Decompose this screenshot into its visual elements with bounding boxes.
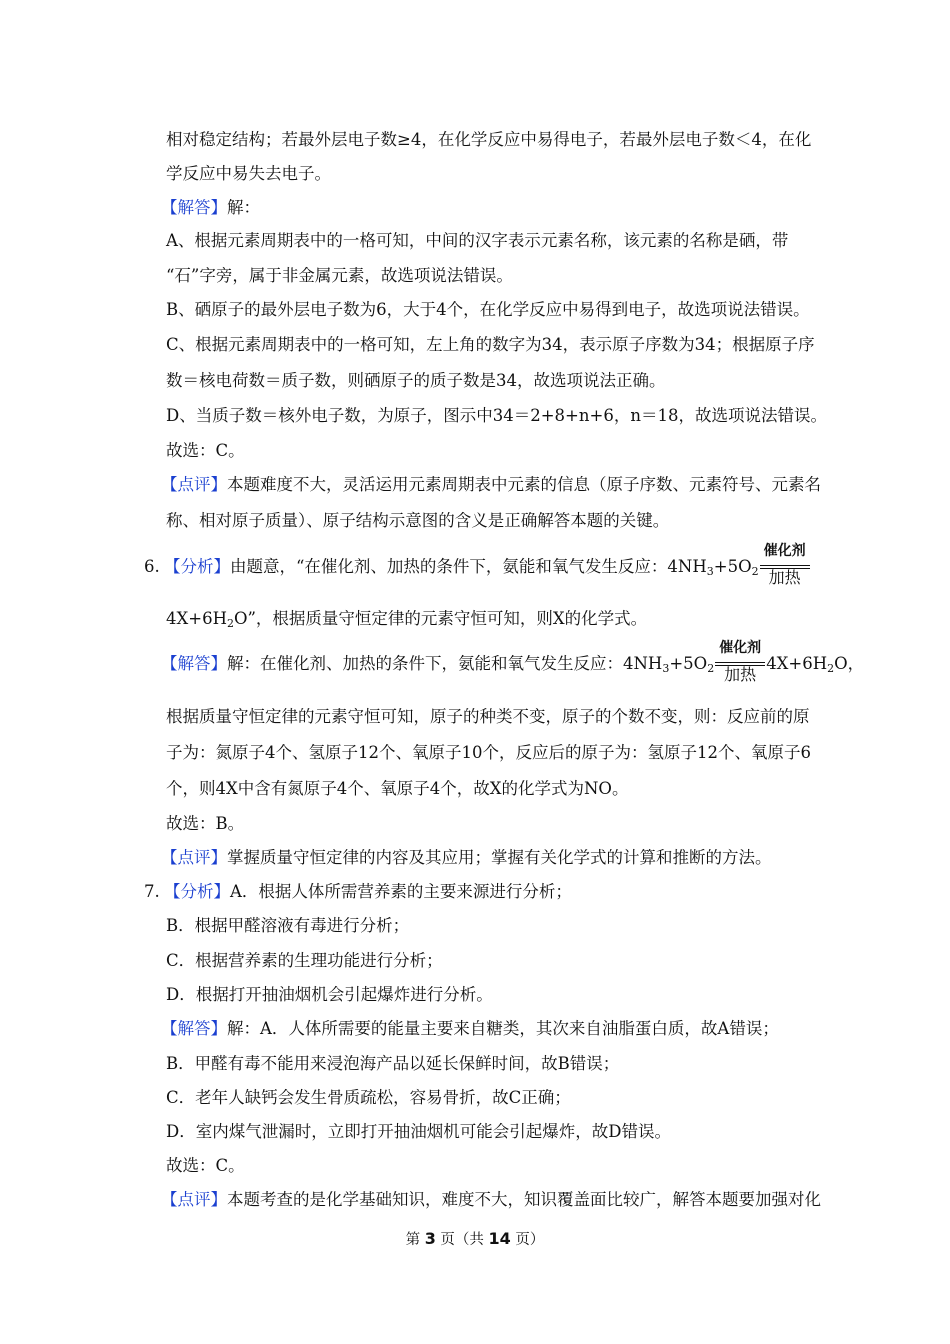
text-span: 解： bbox=[227, 198, 260, 217]
text-line bbox=[166, 608, 647, 630]
text-line: “石”字旁，属于非金属元素，故选项说法错误。 bbox=[166, 266, 513, 285]
footer-suffix: 页） bbox=[510, 1232, 545, 1248]
review-tag: 【点评】 bbox=[161, 848, 227, 867]
text-line: D．根据打开抽油烟机会引起爆炸进行分析。 bbox=[166, 985, 493, 1004]
analysis-tag: 【分析】 bbox=[164, 882, 230, 901]
text-span: 4X+6H bbox=[166, 609, 227, 628]
text-span: A．根据人体所需营养素的主要来源进行分析； bbox=[230, 882, 572, 901]
answer-tag: 【解答】 bbox=[161, 198, 227, 217]
answer-tag: 【解答】 bbox=[161, 654, 227, 673]
review-tag: 【点评】 bbox=[161, 475, 227, 494]
text-line: C．老年人缺钙会发生骨质疏松，容易骨折，故C正确； bbox=[166, 1088, 571, 1107]
heating-label: 加热 bbox=[724, 664, 757, 684]
text-span: 由题意，“在催化剂、加热的条件下，氨能和氧气发生反应：4NH bbox=[230, 557, 707, 576]
text-line: B．根据甲醛溶液有毒进行分析； bbox=[166, 916, 410, 935]
subscript: 3 bbox=[706, 565, 714, 578]
heating-label: 加热 bbox=[768, 567, 801, 587]
text-span: +5O bbox=[669, 654, 708, 673]
text-line: 个，则4X中含有氮原子4个、氧原子4个，故X的化学式为NO。 bbox=[166, 779, 629, 798]
footer-prefix: 第 bbox=[405, 1232, 425, 1248]
equals-bar-top bbox=[760, 565, 810, 566]
review-line bbox=[161, 1189, 821, 1211]
text-span: 本题难度不大，灵活运用元素周期表中元素的信息（原子序数、元素符号、元素名 bbox=[227, 475, 821, 494]
text-span: 解：A．人体所需要的能量主要来自糖类，其次来自油脂蛋白质，故A错误； bbox=[227, 1019, 779, 1038]
text-line: 数＝核电荷数＝质子数，则硒原子的质子数是34，故选项说法正确。 bbox=[166, 371, 666, 390]
subscript: 3 bbox=[662, 662, 670, 675]
question-number: 6. bbox=[144, 557, 160, 576]
text-span: 4X+6H bbox=[766, 654, 828, 673]
text-line: 故选：C。 bbox=[166, 441, 245, 460]
subscript: 2 bbox=[707, 662, 715, 675]
review-line bbox=[161, 474, 821, 496]
reaction-condition-arrow bbox=[715, 639, 765, 684]
review-tag: 【点评】 bbox=[161, 1190, 227, 1209]
analysis-line bbox=[164, 542, 811, 587]
text-span: O”，根据质量守恒定律的元素守恒可知，则X的化学式。 bbox=[233, 609, 648, 628]
answer-line bbox=[161, 197, 260, 219]
question-number: 7. bbox=[144, 882, 160, 901]
text-span: 解：在催化剂、加热的条件下，氨能和氧气发生反应：4NH bbox=[227, 654, 663, 673]
catalyst-label: 催化剂 bbox=[719, 639, 762, 656]
text-line: 相对稳定结构；若最外层电子数≥4，在化学反应中易得电子，若最外层电子数＜4，在化 bbox=[166, 130, 812, 149]
subscript: 2 bbox=[827, 662, 835, 675]
answer-line bbox=[161, 639, 865, 684]
text-line: 子为：氮原子4个、氢原子12个、氧原子10个，反应后的原子为：氢原子12个、氧原子6 bbox=[166, 743, 811, 762]
text-line: A、根据元素周期表中的一格可知，中间的汉字表示元素名称，该元素的名称是硒，带 bbox=[166, 231, 789, 250]
total-pages: 14 bbox=[488, 1229, 511, 1248]
reaction-condition-arrow bbox=[760, 542, 810, 587]
text-line: C．根据营养素的生理功能进行分析； bbox=[166, 951, 443, 970]
footer-middle: 页（共 bbox=[435, 1232, 489, 1248]
text-line: B．甲醛有毒不能用来浸泡海产品以延长保鲜时间，故B错误； bbox=[166, 1054, 620, 1073]
analysis-tag: 【分析】 bbox=[164, 557, 230, 576]
text-line: B、硒原子的最外层电子数为6，大于4个，在化学反应中易得到电子，故选项说法错误。 bbox=[166, 300, 810, 319]
text-line: D、当质子数＝核外电子数，为原子，图示中34＝2+8+n+6，n＝18，故选项说法错误。 bbox=[166, 406, 827, 425]
page-number: 3 bbox=[424, 1229, 436, 1248]
text-line: C、根据元素周期表中的一格可知，左上角的数字为34，表示原子序数为34；根据原子序 bbox=[166, 335, 815, 354]
subscript: 2 bbox=[751, 565, 759, 578]
text-line: D．室内煤气泄漏时，立即打开抽油烟机可能会引起爆炸，故D错误。 bbox=[166, 1122, 671, 1141]
text-line: 故选：B。 bbox=[166, 814, 245, 833]
text-span: 掌握质量守恒定律的内容及其应用；掌握有关化学式的计算和推断的方法。 bbox=[227, 848, 772, 867]
analysis-line bbox=[164, 881, 572, 903]
answer-tag: 【解答】 bbox=[161, 1019, 227, 1038]
answer-line bbox=[161, 1018, 779, 1040]
text-line: 故选：C。 bbox=[166, 1156, 245, 1175]
subscript: 2 bbox=[226, 617, 234, 630]
equals-bar-top bbox=[715, 662, 765, 663]
text-span: 本题考查的是化学基础知识，难度不大，知识覆盖面比较广，解答本题要加强对化 bbox=[227, 1190, 821, 1209]
text-span: O， bbox=[834, 654, 865, 673]
page-footer bbox=[0, 1229, 950, 1250]
text-line: 学反应中易失去电子。 bbox=[166, 164, 331, 183]
text-span: +5O bbox=[713, 557, 752, 576]
review-line bbox=[161, 847, 772, 869]
catalyst-label: 催化剂 bbox=[763, 542, 806, 559]
text-line: 称、相对原子质量）、原子结构示意图的含义是正确解答本题的关键。 bbox=[166, 511, 670, 530]
text-line: 根据质量守恒定律的元素守恒可知，原子的种类不变，原子的个数不变，则：反应前的原 bbox=[166, 707, 810, 726]
